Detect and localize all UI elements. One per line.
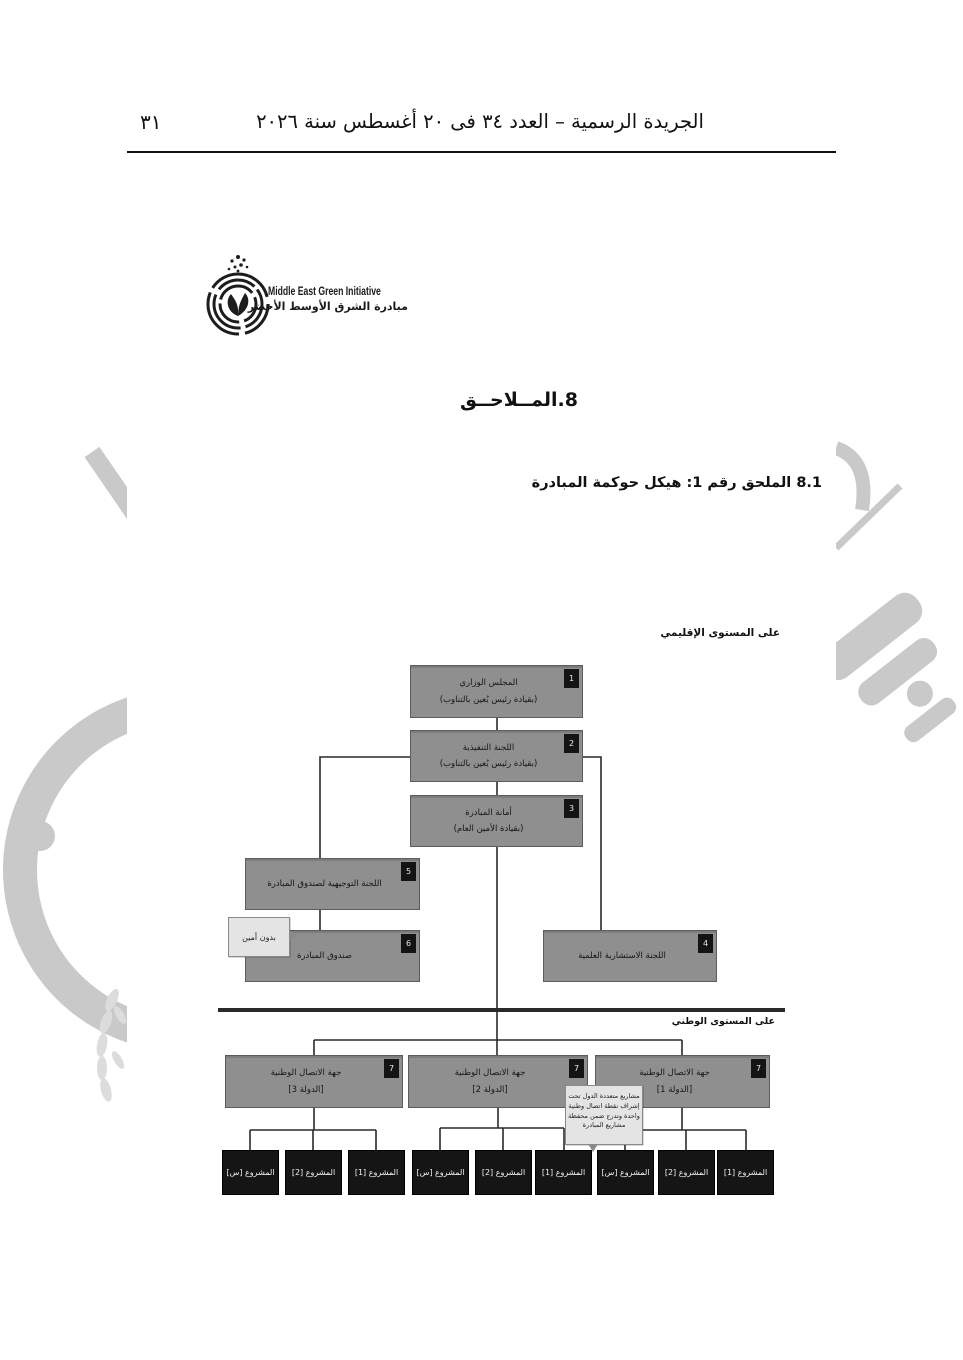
node-title: اللجنة التوجيهية لصندوق المبادرة <box>267 878 382 889</box>
node-subtitle: [الدولة 3] <box>288 1084 324 1095</box>
node-number-badge: 5 <box>401 862 416 881</box>
node-title: جهة الاتصال الوطنية <box>454 1068 526 1079</box>
node-title: اللجنة التنفيذية <box>462 742 515 753</box>
section-subheading: 8.1 الملحق رقم 1: هيكل حوكمة المبادرة <box>531 475 822 491</box>
connector-line <box>440 1108 564 1150</box>
node-subtitle: [الدولة 1] <box>656 1084 693 1095</box>
project-box: المشروع [2] <box>285 1150 342 1195</box>
project-box: المشروع [س] <box>597 1150 654 1195</box>
connector-line <box>625 1108 746 1150</box>
fund-note-callout: بدون أمين <box>228 917 290 957</box>
node-number-badge: 2 <box>564 734 579 753</box>
watermark-stroke <box>92 452 140 522</box>
section-heading: 8.المــلاحــق <box>459 389 578 411</box>
node-title: جهة الاتصال الوطنية <box>270 1068 342 1079</box>
node-executive-committee <box>410 730 583 782</box>
callout-line: واحدة وتدرج ضمن محفظة <box>568 1111 640 1120</box>
node-title: المجلس الوزاري <box>459 678 518 689</box>
node-title: اللجنة الاستشارية العلمية <box>578 950 666 961</box>
callout-line: مشاريع متعددة الدول تحت <box>568 1092 640 1100</box>
governance-org-chart <box>215 615 790 1220</box>
connector-line <box>314 1040 682 1055</box>
node-national-focal-point-state-2 <box>408 1055 588 1108</box>
node-subtitle: (بقيادة رئيس يُعين بالتناوب) <box>439 694 538 705</box>
project-box: المشروع [1] <box>535 1150 592 1195</box>
national-level-label: على المستوى الوطني <box>671 1016 775 1027</box>
project-box: المشروع [س] <box>222 1150 279 1195</box>
callout-line: إشراف نقطة اتصال وطنية <box>568 1101 640 1110</box>
logo-name-english: Middle East Green Initiative <box>268 284 381 298</box>
node-number-badge: 7 <box>384 1059 399 1078</box>
callout-line: مشاريع المبادرة <box>582 1121 626 1130</box>
project-box: المشروع [س] <box>412 1150 469 1195</box>
connector-line <box>583 757 601 930</box>
node-number-badge: 3 <box>564 799 579 818</box>
watermark-dot <box>25 821 55 851</box>
node-subtitle: [الدولة 2] <box>472 1084 508 1095</box>
node-title: صندوق المبادرة <box>297 950 353 961</box>
node-fund-steering-committee <box>245 858 420 910</box>
node-number-badge: 1 <box>564 669 579 688</box>
node-scientific-advisory-committee <box>543 930 717 982</box>
multi-country-projects-callout <box>565 1085 643 1145</box>
project-box: المشروع [2] <box>475 1150 532 1195</box>
node-secretariat <box>410 795 583 847</box>
connector-line <box>250 1108 376 1150</box>
node-ministerial-council <box>410 665 583 718</box>
green-initiative-emblem-icon <box>205 252 271 338</box>
project-box: المشروع [1] <box>717 1150 774 1195</box>
node-title: أمانة المبادرة <box>465 807 512 818</box>
logo-name-arabic: مبادرة الشرق الأوسط الأخضر <box>247 300 408 313</box>
node-subtitle: (بقيادة رئيس يُعين بالتناوب) <box>439 759 538 769</box>
gazette-header-title: الجريدة الرسمية – العدد ٣٤ فى ٢٠ أغسطس سنة ٢٠٢٦ <box>256 110 704 133</box>
regional-level-label: على المستوى الإقليمي <box>660 627 780 639</box>
watermark-letters <box>814 587 963 761</box>
node-number-badge: 6 <box>401 934 416 953</box>
node-subtitle: (بقيادة الأمين العام) <box>453 824 524 834</box>
watermark-stroke <box>836 448 864 510</box>
node-number-badge: 7 <box>751 1059 766 1078</box>
project-box: المشروع [1] <box>348 1150 405 1195</box>
node-number-badge: 4 <box>698 934 713 953</box>
project-box: المشروع [2] <box>658 1150 715 1195</box>
header-divider <box>127 151 836 153</box>
page-number: ٣١ <box>140 110 162 134</box>
node-national-focal-point-state-3 <box>225 1055 403 1108</box>
node-title: جهة الاتصال الوطنية <box>639 1068 710 1079</box>
connector-line <box>320 757 410 858</box>
node-number-badge: 7 <box>569 1059 584 1078</box>
